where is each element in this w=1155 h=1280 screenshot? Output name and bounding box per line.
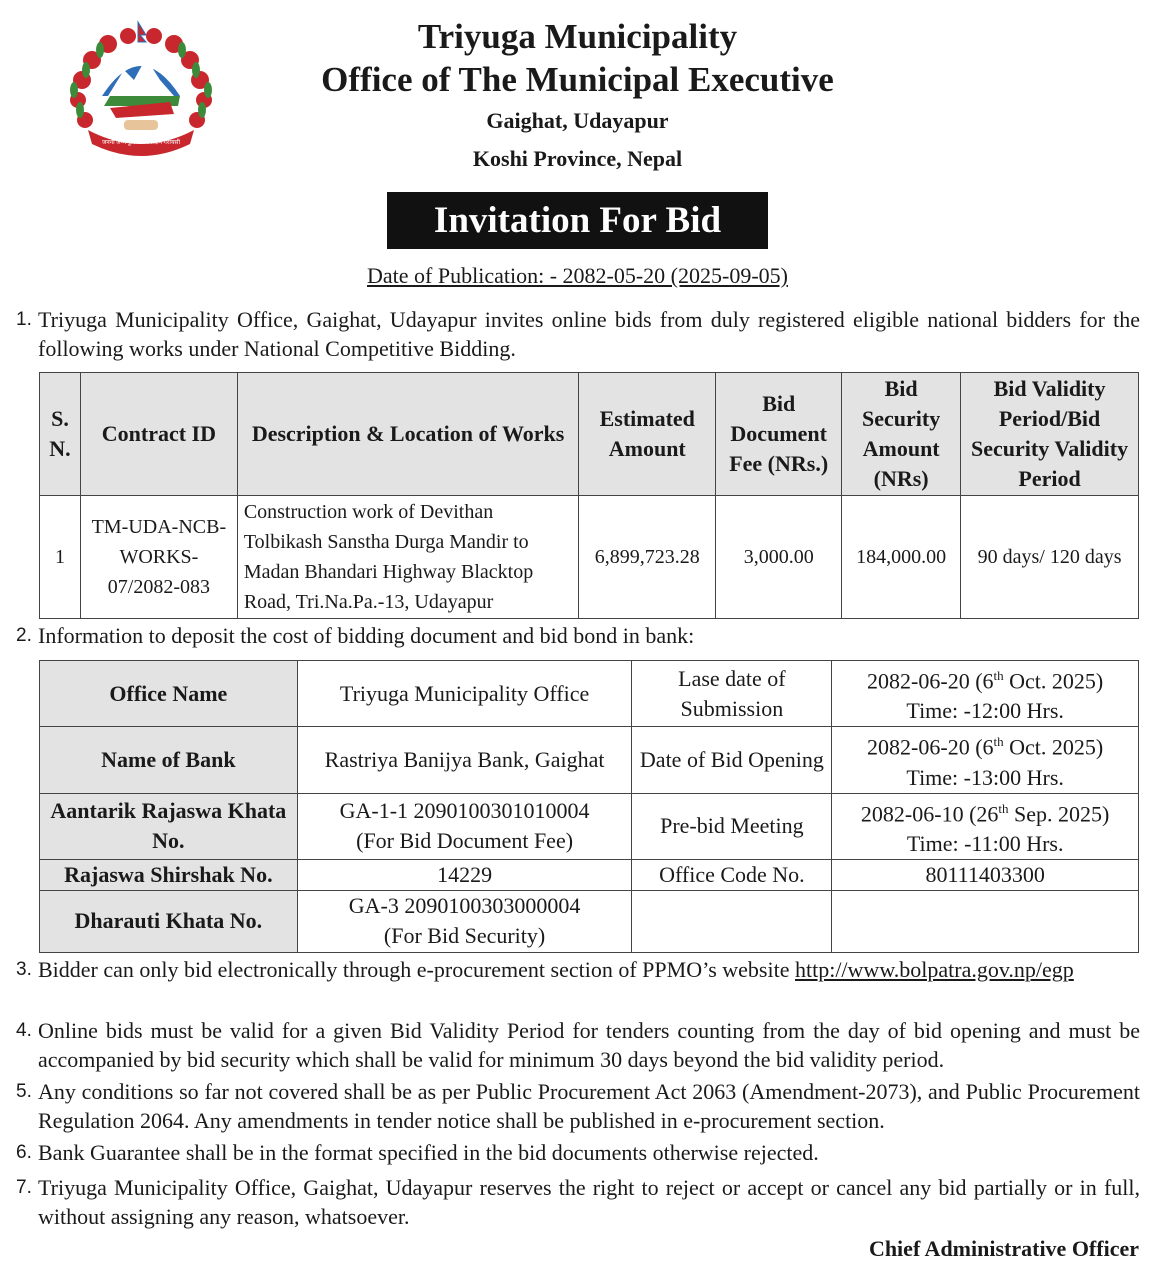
table-row (40, 793, 1139, 859)
dharauti-note: (For Bid Security) (383, 923, 546, 949)
item-text: Triyuga Municipality Office, Gaighat, Udayapur invites online bids from duly registered eligible national bidders for the following works under National Competitive Bidding. (38, 307, 1140, 361)
item-number: 6. (16, 1142, 32, 1163)
list-item (16, 1016, 1140, 1074)
cell-description: Construction work of Devithan Tolbikash Sanstha Durga Mandir to Madan Bhandari Highway Blacktop Road, Tri.Na.Pa.-13, Udayapur (237, 496, 578, 619)
cell-validity: 90 days/ 120 days (961, 496, 1139, 619)
org-name: Triyuga Municipality (417, 17, 738, 56)
opening-label: Date of Bid Opening (632, 727, 832, 793)
opening-value: 2082-06-20 (6th Oct. 2025) Time: -13:00 Hrs. (832, 727, 1139, 793)
item-text: Information to deposit the cost of bidding document and bid bond in bank: (38, 623, 695, 648)
item-text: Any conditions so far not covered shall be as per Public Procurement Act 2063 (Amendment-2073), and Public Procurement Regulation 2064. Any amendments in tender notice shall be published in e-procurement section. (38, 1079, 1140, 1133)
item-text: Bank Guarantee shall be in the format specified in the bid documents otherwise rejected. (38, 1140, 819, 1165)
empty-cell (632, 890, 832, 952)
table-row (40, 890, 1139, 952)
bid-table (39, 372, 1139, 619)
list-item (16, 621, 1140, 650)
list-item (16, 1077, 1140, 1135)
cell-sn: 1 (40, 496, 81, 619)
col-header-description: Description & Location of Works (237, 373, 578, 496)
cell-contract-id: TM-UDA-NCB-WORKS-07/2082-083 (80, 496, 237, 619)
address-line-2: Koshi Province, Nepal (472, 146, 683, 171)
col-header-security: Bid Security Amount (NRs) (842, 373, 961, 496)
table-row (40, 727, 1139, 793)
office-code-label: Office Code No. (632, 859, 832, 890)
item-text: Triyuga Municipality Office, Gaighat, Udayapur reserves the right to reject or accept or cancel any bid partially or in full, without assigning any reason, whatsoever. (38, 1175, 1140, 1229)
item-number: 5. (16, 1081, 32, 1102)
cell-security: 184,000.00 (842, 496, 961, 619)
dharauti-value: GA-3 2090100303000004 (For Bid Security) (297, 890, 632, 952)
col-header-estimated: Estimated Amount (579, 373, 716, 496)
cell-doc-fee: 3,000.00 (716, 496, 842, 619)
table-header-row (40, 373, 1139, 496)
cell-estimated: 6,899,723.28 (579, 496, 716, 619)
aantarik-value: GA-1-1 2090100301010004 (For Bid Document Fee) (297, 793, 632, 859)
col-header-doc-fee: Bid Document Fee (NRs.) (716, 373, 842, 496)
submission-time: Time: -12:00 Hrs. (906, 698, 1064, 724)
bank-name-value: Rastriya Banijya Bank, Gaighat (297, 727, 632, 793)
office-name: Office of The Municipal Executive (321, 60, 834, 99)
aantarik-label: Aantarik Rajaswa Khata No. (40, 793, 298, 859)
list-item (16, 1173, 1140, 1231)
prebid-label: Pre-bid Meeting (632, 793, 832, 859)
publication-date: Date of Publication: - 2082-05-20 (2025-09-05) (367, 263, 788, 288)
item-number: 4. (16, 1020, 32, 1041)
bank-name-label: Name of Bank (40, 727, 298, 793)
office-name-label: Office Name (40, 661, 298, 727)
svg-text:जननी जन्मभूमिश्च स्वर्गादपि गर: जननी जन्मभूमिश्च स्वर्गादपि गरीयसी (101, 140, 181, 146)
col-header-sn: S. N. (40, 373, 81, 496)
table-row (40, 661, 1139, 727)
office-code-value: 80111403300 (832, 859, 1139, 890)
address-line-1: Gaighat, Udayapur (486, 108, 669, 133)
prebid-value: 2082-06-10 (26th Sep. 2025) Time: -11:00 Hrs. (832, 793, 1139, 859)
empty-cell (832, 890, 1139, 952)
notice-title: Invitation For Bid (387, 192, 768, 249)
submission-value: 2082-06-20 (6th Oct. 2025) Time: -12:00 Hrs. (832, 661, 1139, 727)
letterhead (230, 16, 925, 178)
item-text: Online bids must be valid for a given Bid Validity Period for tenders counting from the day of bid opening and must be accompanied by bid security which shall be valid for minimum 30 days beyond the bid validity period. (38, 1018, 1140, 1072)
col-header-contract-id: Contract ID (80, 373, 237, 496)
item-text: Bidder can only bid electronically through e-procurement section of PPMO’s website http://www.bolpatra.gov.np/egp (38, 957, 1074, 982)
aantarik-note: (For Bid Document Fee) (356, 828, 574, 854)
rajaswa-label: Rajaswa Shirshak No. (40, 859, 298, 890)
list-item (16, 955, 1140, 984)
dharauti-label: Dharauti Khata No. (40, 890, 298, 952)
list-item (16, 305, 1140, 363)
office-name-value: Triyuga Municipality Office (297, 661, 632, 727)
submission-label: Lase date of Submission (632, 661, 832, 727)
rajaswa-value: 14229 (297, 859, 632, 890)
item-number: 3. (16, 959, 32, 980)
bolpatra-link[interactable]: http://www.bolpatra.gov.np/egp (794, 957, 1074, 982)
item-number: 1. (16, 309, 32, 330)
item-number: 7. (16, 1177, 32, 1198)
table-row (40, 496, 1139, 619)
col-header-validity: Bid Validity Period/Bid Security Validity Period (961, 373, 1139, 496)
list-item (16, 1138, 1140, 1167)
item-number: 2. (16, 625, 32, 646)
signature-title: Chief Administrative Officer (868, 1236, 1139, 1261)
table-row (40, 859, 1139, 890)
nepal-emblem-icon (60, 18, 222, 158)
prebid-time: Time: -11:00 Hrs. (906, 830, 1064, 856)
opening-time: Time: -13:00 Hrs. (906, 764, 1064, 790)
bank-info-table (39, 660, 1139, 953)
